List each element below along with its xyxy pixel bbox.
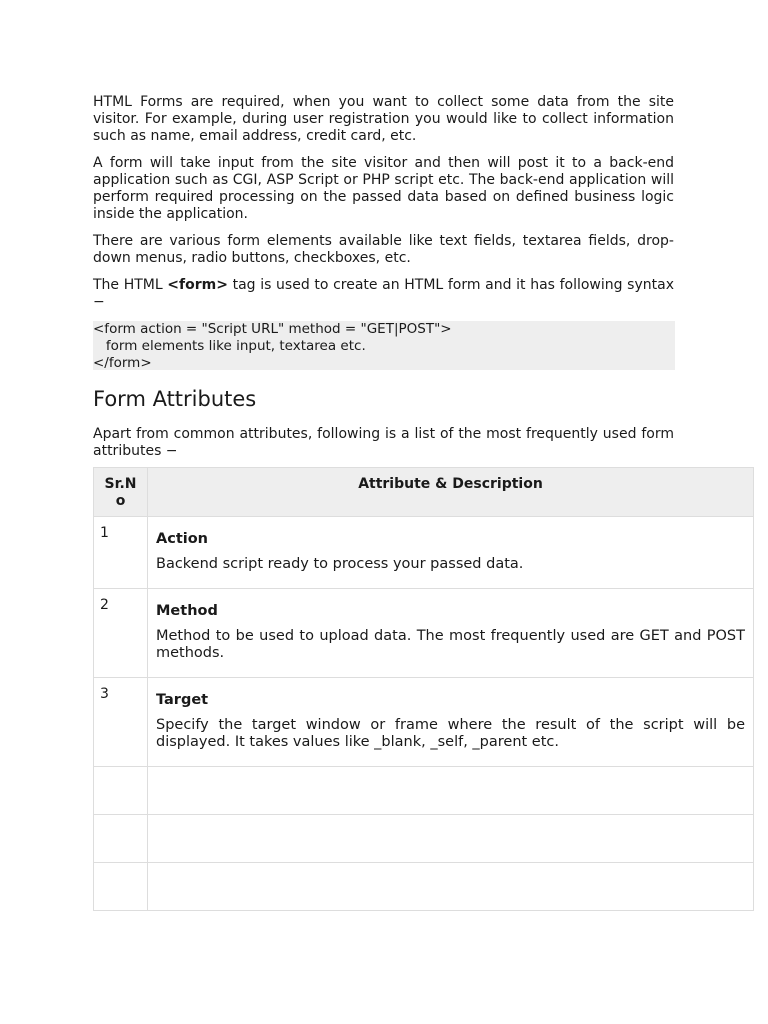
row-sr-number: 1: [94, 517, 148, 589]
form-tag-text: <form>: [167, 277, 228, 293]
attribute-name: Target: [156, 692, 209, 708]
intro-paragraph-1: HTML Forms are required, when you want to collect some data from the site visitor. For example, during user registration you would like to collect information such as name, email address, credit card, etc.: [93, 94, 674, 144]
row-description-cell: [148, 589, 754, 678]
table-header-row: [94, 468, 754, 517]
row-description-cell: [148, 517, 754, 589]
table-row: [94, 517, 754, 589]
syntax-intro-paragraph: [93, 277, 674, 311]
empty-cell: [94, 863, 148, 911]
empty-cell: [148, 863, 754, 911]
empty-cell: [94, 815, 148, 863]
header-sr-no: Sr.No: [94, 468, 148, 517]
empty-cell: [94, 767, 148, 815]
empty-table-row: [94, 767, 754, 815]
intro-paragraph-2: A form will take input from the site visitor and then will post it to a back-end application such as CGI, ASP Script or PHP script etc. The back-end application will perform required processing on the passed data based on defined business logic inside the application.: [93, 155, 674, 222]
table-row: [94, 589, 754, 678]
header-attribute-description: Attribute & Description: [148, 468, 754, 517]
syntax-intro-before: The HTML: [93, 277, 168, 293]
empty-cell: [148, 815, 754, 863]
code-block: <form action = "Script URL" method = "GET|POST"> form elements like input, textarea etc. </form>: [93, 321, 675, 370]
empty-table-row: [94, 863, 754, 911]
table-row: [94, 678, 754, 767]
row-sr-number: 3: [94, 678, 148, 767]
row-description-cell: [148, 678, 754, 767]
empty-table-row: [94, 815, 754, 863]
attribute-name: Action: [156, 531, 209, 547]
attribute-description: Backend script ready to process your passed data.: [156, 556, 524, 572]
syntax-intro-after: tag is used to create an HTML form and it has following syntax −: [93, 277, 674, 310]
attributes-table: [93, 467, 754, 911]
section-title: Form Attributes: [93, 387, 257, 411]
empty-cell: [148, 767, 754, 815]
section-intro-paragraph: Apart from common attributes, following is a list of the most frequently used form attributes −: [93, 426, 674, 459]
attribute-description: Specify the target window or frame where the result of the script will be displayed. It takes values like _blank, _self, _parent etc.: [156, 717, 745, 750]
intro-paragraph-3: There are various form elements available like text fields, textarea fields, drop-down menus, radio buttons, checkboxes, etc.: [93, 233, 674, 266]
row-sr-number: 2: [94, 589, 148, 678]
attribute-description: Method to be used to upload data. The most frequently used are GET and POST methods.: [156, 628, 745, 661]
attribute-name: Method: [156, 603, 218, 619]
article-body: [93, 94, 674, 470]
